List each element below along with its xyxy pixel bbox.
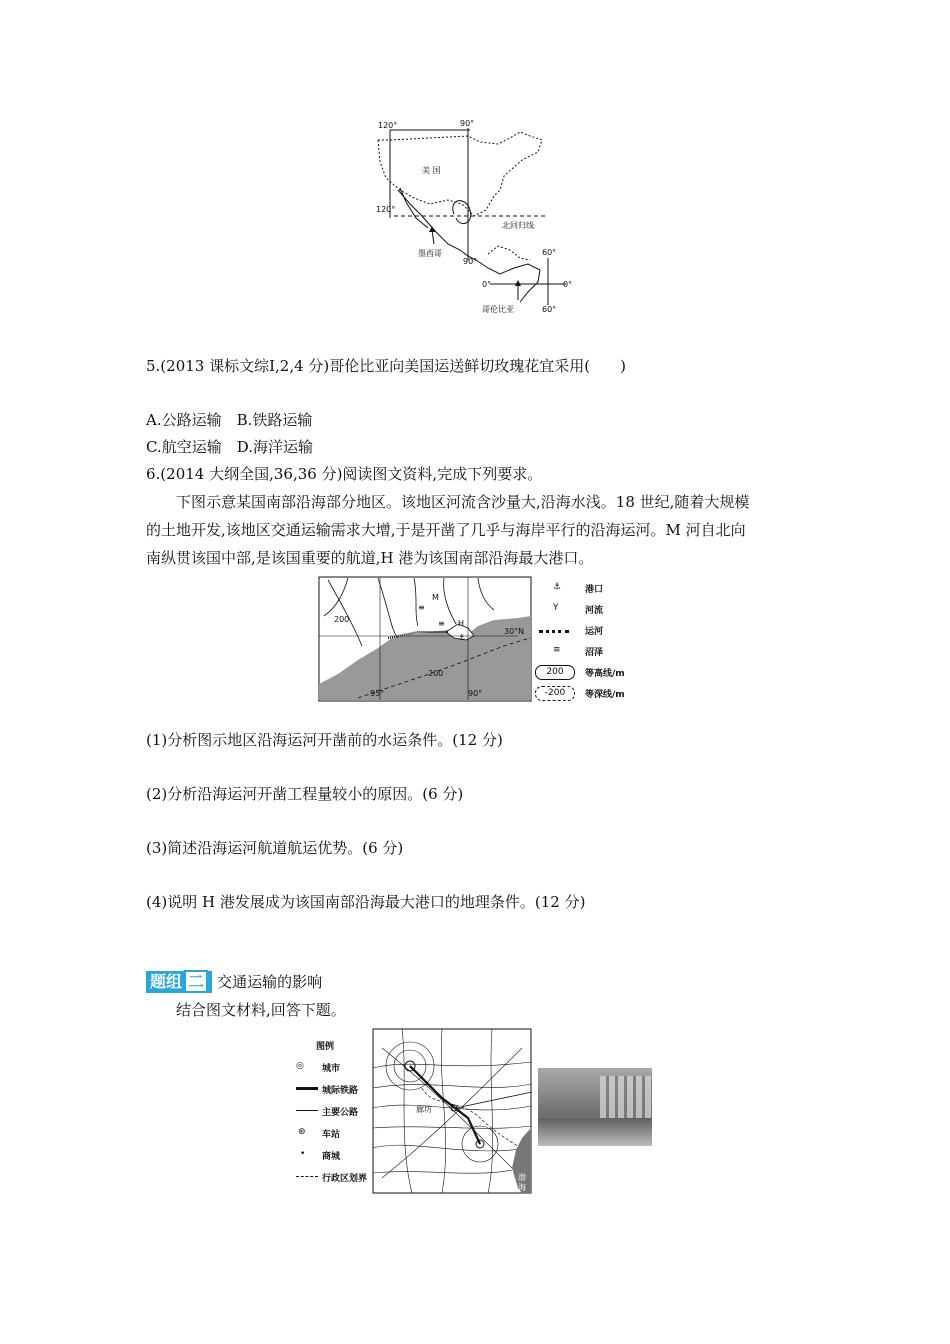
q6-sub2: (2)分析沿海运河开凿工程量较小的原因。(6 分) (146, 785, 464, 803)
q5-options-row1: A.公路运输 B.铁路运输 (146, 411, 313, 429)
q6-stem: 6.(2014 大纲全国,36,36 分)阅读图文资料,完成下列要求。 (146, 465, 543, 483)
lon120-side-label: 120° (376, 205, 396, 214)
q5-options-row2: C.航空运输 D.海洋运输 (146, 438, 313, 456)
legend-station: 车站 (322, 1130, 341, 1140)
q6-sub4: (4)说明 H 港发展成为该国南部沿海最大港口的地理条件。(12 分) (146, 893, 586, 911)
lon90-bottom-label: 90° (463, 257, 478, 266)
sea-label-1: 渤 (518, 1173, 526, 1182)
section-badge-num: 二 (184, 970, 208, 993)
mexico-label: 墨西哥 (418, 249, 442, 258)
anchor-icon: ⚓ (553, 582, 562, 592)
svg-text:≡: ≡ (418, 603, 425, 612)
city-label: 廊坊 (416, 1105, 432, 1114)
station-icon: ⊛ (298, 1127, 306, 1137)
section2-intro: 结合图文材料,回答下题。 (176, 1001, 346, 1019)
coastal-region-map (318, 576, 532, 702)
legend-port: 港口 (585, 585, 604, 595)
section-badge: 题组 二 (146, 971, 212, 993)
swamp-icon: ≡ (553, 645, 561, 655)
contour-200-label: 200 (334, 615, 350, 624)
rail-icon (296, 1087, 318, 1090)
usa-label: 美 国 (422, 166, 441, 175)
map3-legend (296, 1039, 376, 1193)
lon90-label: 90° (468, 689, 483, 698)
q6-paragraph-line1: 下图示意某国南部沿海部分地区。该地区河流含沙量大,沿海水浅。18 世纪,随着大规模 (176, 493, 750, 511)
lat0-right-label: 0° (563, 280, 573, 289)
canal-icon (539, 630, 569, 636)
americas-map (370, 118, 580, 318)
legend-city: 城市 (322, 1064, 341, 1074)
lon60-top-label: 60° (542, 248, 557, 257)
isobath-icon: -200 (535, 686, 575, 701)
section2-header (146, 971, 322, 993)
lon95-label: 95° (370, 689, 385, 698)
legend-swamp: 沼泽 (585, 648, 604, 658)
h-port-label: H (458, 619, 465, 628)
sea-label-2: 海 (518, 1183, 526, 1192)
isobath-200-label: 200 (428, 669, 444, 678)
city-icon: ◎ (296, 1061, 304, 1071)
lon60-bottom-label: 60° (542, 305, 557, 314)
region-transport-map (372, 1028, 532, 1194)
m-river-label: M (432, 593, 439, 602)
legend-road: 主要公路 (322, 1108, 359, 1118)
q6-paragraph-line2: 的土地开发,该地区交通运输需求大增,于是开凿了几乎与海岸平行的沿海运河。M 河自北向 (146, 521, 746, 539)
boundary-icon (296, 1176, 318, 1177)
q6-sub3: (3)简述沿海运河航道航运优势。(6 分) (146, 839, 404, 857)
legend-mall: 商城 (322, 1152, 341, 1162)
colombia-label: 哥伦比亚 (482, 305, 514, 314)
river-icon: Y (553, 603, 559, 613)
contour-icon: 200 (535, 665, 575, 680)
q5-stem: 5.(2013 课标文综Ⅰ,2,4 分)哥伦比亚向美国运送鲜切玫瑰花宜采用( ) (146, 357, 626, 375)
lat0-left-label: 0° (482, 280, 492, 289)
svg-text:⚓: ⚓ (458, 633, 466, 642)
section2-title: 交通运输的影响 (217, 973, 323, 991)
legend-isobath: 等深线/m (585, 690, 625, 700)
mall-icon: • (300, 1149, 306, 1159)
lon120-top-label: 120° (378, 121, 398, 130)
legend-river: 河流 (585, 606, 604, 616)
lon90-top-label: 90° (460, 119, 475, 128)
legend-contour: 等高线/m (585, 669, 625, 679)
map2-legend (535, 580, 645, 706)
legend-boundary: 行政区划界 (322, 1174, 368, 1184)
legend-canal: 运河 (585, 627, 604, 637)
street-photo (538, 1068, 652, 1146)
legend-title: 图例 (316, 1042, 335, 1052)
lat30-label: 30°N (504, 627, 525, 636)
q6-paragraph-line3: 南纵贯该国中部,是该国重要的航道,H 港为该国南部沿海最大港口。 (146, 549, 594, 567)
svg-text:≡: ≡ (438, 619, 445, 628)
road-icon (296, 1110, 318, 1111)
legend-rail: 城际铁路 (322, 1086, 359, 1096)
tropic-label: 北回归线 (502, 221, 534, 230)
q6-sub1: (1)分析图示地区沿海运河开凿前的水运条件。(12 分) (146, 731, 503, 749)
